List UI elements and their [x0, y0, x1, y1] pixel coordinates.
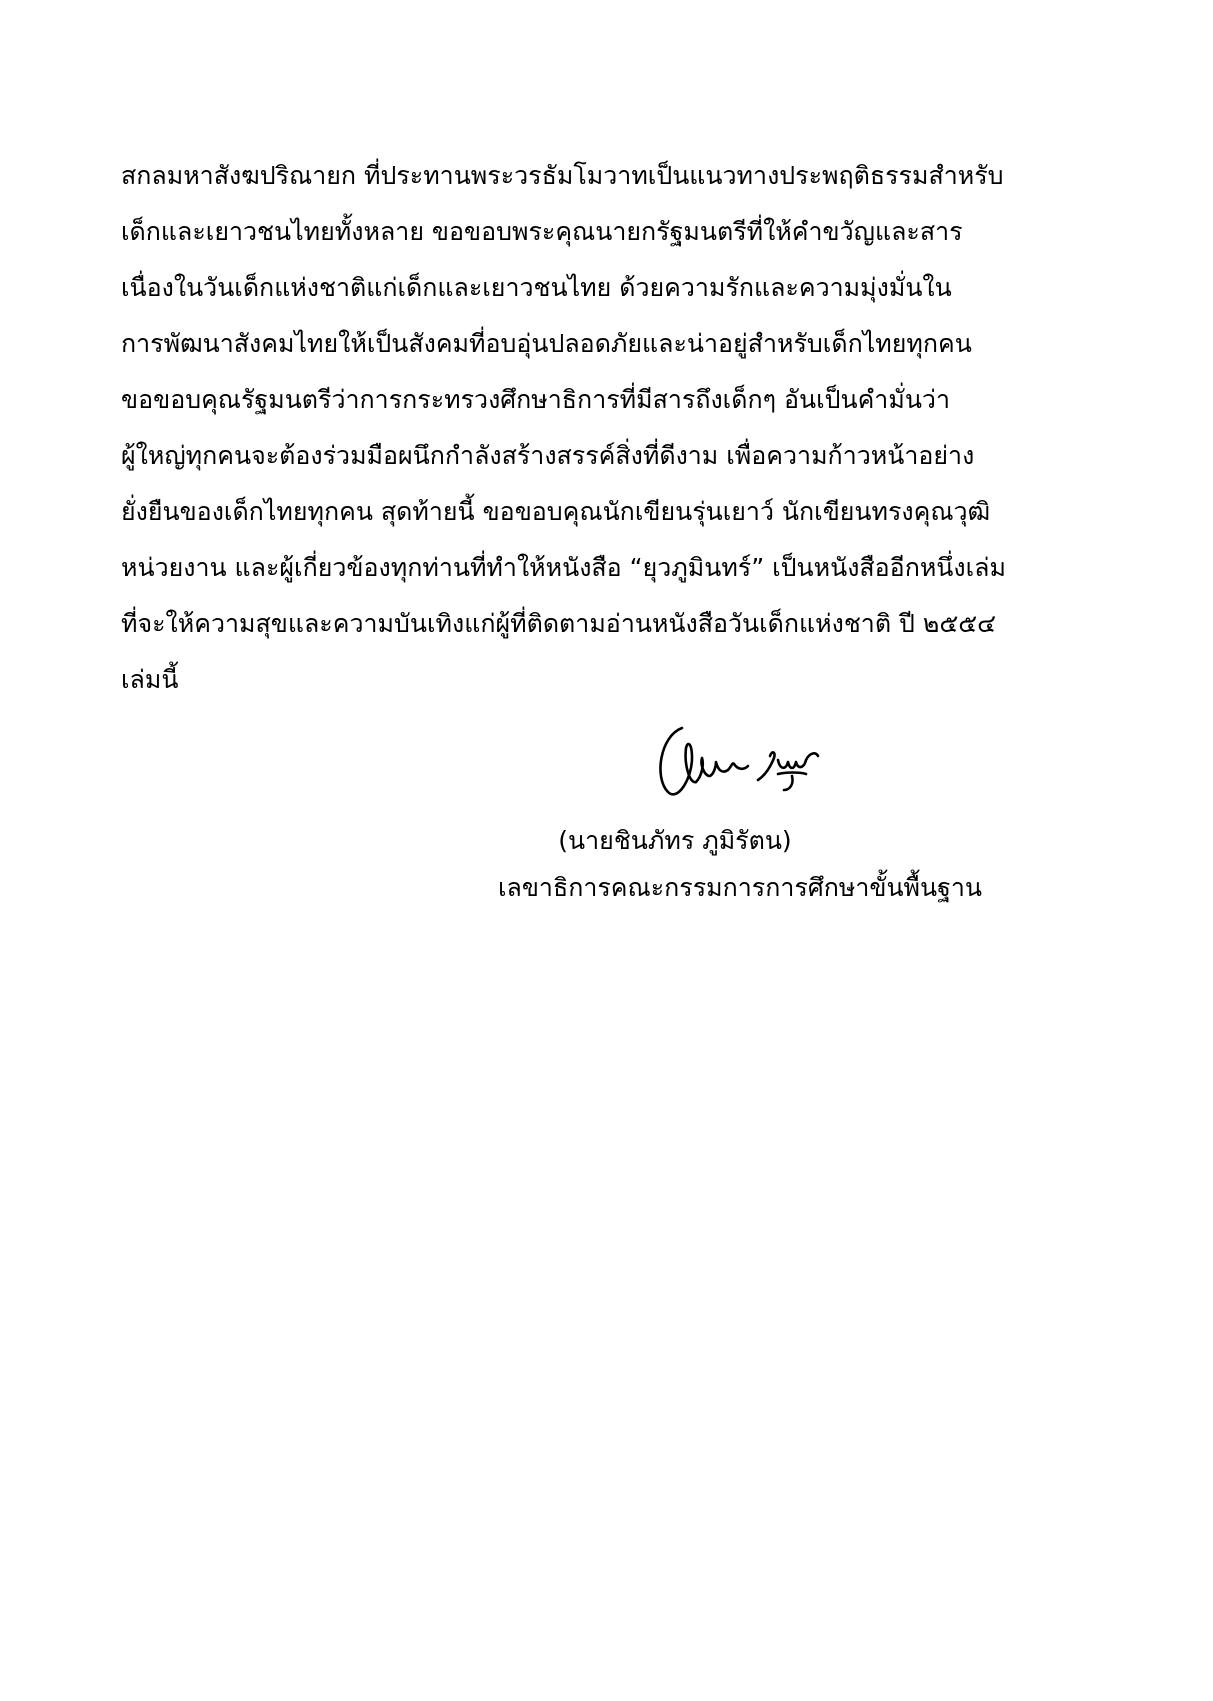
paragraph-line: ที่จะให้ความสุขและความบันเทิงแก่ผู้ที่ติดตามอ่านหนังสือวันเด็กแห่งชาติ ปี ๒๕๕๔: [121, 609, 997, 638]
signer-title: เลขาธิการคณะกรรมการการศึกษาขั้นพื้นฐาน: [497, 873, 983, 902]
paragraph-line: ยั่งยืนของเด็กไทยทุกคน สุดท้ายนี้ ขอขอบคุณนักเขียนรุ่นเยาว์ นักเขียนทรงคุณวุฒิ: [121, 497, 991, 526]
body-paragraph: [121, 148, 1096, 708]
paragraph-line: สกลมหาสังฆปริณายก ที่ประทานพระวรธัมโมวาทเป็นแนวทางประพฤติธรรมสำหรับ: [121, 161, 1004, 190]
paragraph-line: การพัฒนาสังคมไทยให้เป็นสังคมที่อบอุ่นปลอดภัยและน่าอยู่สำหรับเด็กไทยทุกคน: [121, 329, 972, 358]
paragraph-line: หน่วยงาน และผู้เกี่ยวข้องทุกท่านที่ทำให้หนังสือ “ยุวภูมินทร์” เป็นหนังสืออีกหนึ่งเล่ม: [121, 553, 1006, 582]
paragraph-line: เนื่องในวันเด็กแห่งชาติแก่เด็กและเยาวชนไทย ด้วยความรักและความมุ่งมั่นใน: [121, 273, 952, 302]
paragraph-line: เด็กและเยาวชนไทยทั้งหลาย ขอขอบพระคุณนายกรัฐมนตรีที่ให้คำขวัญและสาร: [121, 217, 963, 246]
signer-name: (นายชินภัทร ภูมิรัตน): [558, 826, 792, 855]
handwritten-signature: [652, 718, 862, 808]
paragraph-line: ขอขอบคุณรัฐมนตรีว่าการกระทรวงศึกษาธิการที่มีสารถึงเด็กๆ อันเป็นคำมั่นว่า: [121, 385, 950, 414]
paragraph-line: เล่มนี้: [121, 665, 179, 694]
paragraph-line: ผู้ใหญ่ทุกคนจะต้องร่วมมือผนึกกำลังสร้างสรรค์สิ่งที่ดีงาม เพื่อความก้าวหน้าอย่าง: [121, 441, 975, 470]
